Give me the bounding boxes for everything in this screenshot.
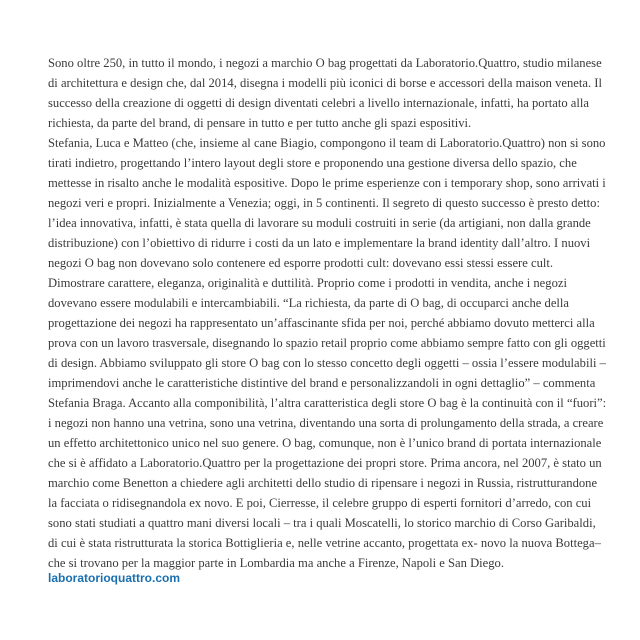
source-link[interactable]: laboratorioquattro.com xyxy=(48,571,181,585)
source-line xyxy=(48,568,180,588)
article-paragraph-main: Stefania, Luca e Matteo (che, insieme al cane Biagio, compongono il team di Laboratorio.Quattro) non si sono tirati indietro, progettando l’intero layout degli store e proponendo una gestione diversa dello spazio, che mettesse in risalto anche le modalità espositive. Dopo le prime esperienze con i temporary shop, sono arrivati i negozi veri e propri. Inizialmente a Venezia; oggi, in 5 continenti. Il segreto di questo successo è presto detto: l’idea innovativa, infatti, è stata quella di lavorare su moduli costruiti in serie (da artigiani, non dalla grande distribuzione) con l’obiettivo di ridurre i costi da un lato e implementare la brand identity dall’altro. I nuovi negozi O bag non dovevano solo contenere ed esporre prodotti cult: dovevano essi stessi essere cult. Dimostrare carattere, eleganza, originalità e duttilità. Proprio come i prodotti in vendita, anche i negozi dovevano essere modulabili e intercambiabili. “La richiesta, da parte di O bag, di occuparci anche della progettazione dei negozi ha rappresentato un’affascinante sfida per noi, perché abbiamo dovuto metterci alla prova con un lavoro trasversale, disegnando lo spazio retail proprio come abbiamo sempre fatto con gli oggetti di design. Abbiamo sviluppato gli store O bag con lo stesso concetto degli oggetti – ossia l’essere modulabili – imprimendovi anche le caratteristiche distintive del brand e personalizzandoli in ogni dettaglio” – commenta Stefania Braga. Accanto alla componibilità, l’altra caratteristica degli store O bag è la continuità con il “fuori”: i negozi non hanno una vetrina, sono una vetrina, diventando una sorta di prolungamento della strada, a creare un effetto architettonico unico nel suo genere. O bag, comunque, non è l’unico brand di portata internazionale che si è affidato a Laboratorio.Quattro per la progettazione dei propri store. Prima ancora, nel 2007, è stato un marchio come Benetton a chiedere agli architetti dello studio di ripensare i negozi in Russia, ristrutturandone la facciata o ridisegnandola ex novo. E poi, Cierresse, il celebre gruppo di esperti fornitori d’arredo, con cui sono stati studiati a quattro mani diversi locali – tra i quali Moscatelli, lo storico marchio di Corso Garibaldi, di cui è stata ristrutturata la storica Bottiglieria e, nelle vetrine accanto, progettata ex- novo la nuova Bottega– che si trovano per la maggior parte in Lombardia ma anche a Firenze, Napoli e San Diego. xyxy=(48,136,607,570)
article-paragraph-intro: Sono oltre 250, in tutto il mondo, i negozi a marchio O bag progettati da Laboratorio.Quattro, studio milanese di architettura e design che, dal 2014, disegna i modelli più iconici di borse e accessori della maison veneta. Il successo della creazione di oggetti di design diventati celebri a livello internazionale, infatti, ha portato alla richiesta, da parte del brand, di pensare in tutto e per tutto anche gli spazi espositivi. xyxy=(48,56,602,130)
article-body xyxy=(48,53,608,573)
